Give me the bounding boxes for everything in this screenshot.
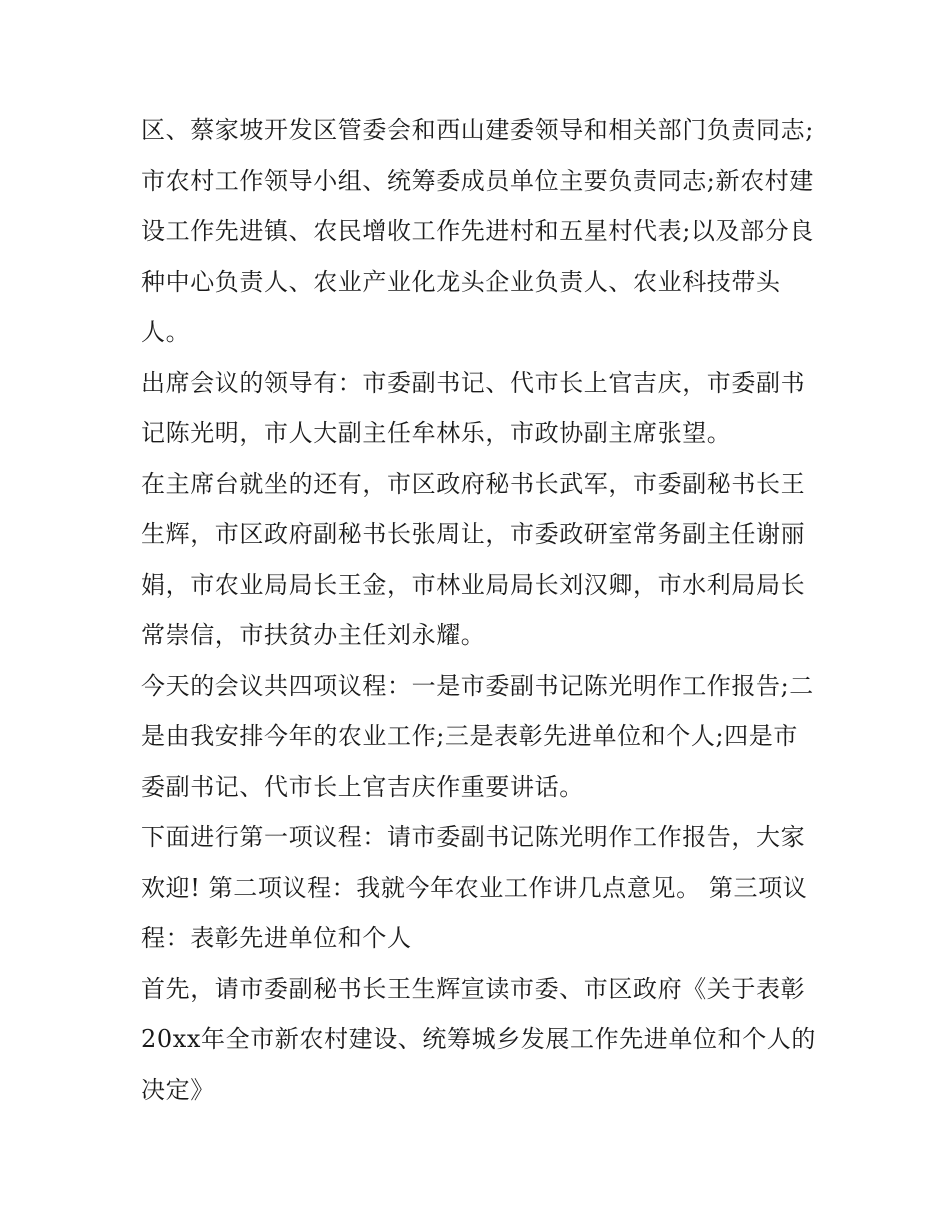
paragraph-first-item: 下面进行第一项议程：请市委副书记陈光明作工作报告，大家欢迎! 第二项议程：我就今年农业工作讲几点意见。 第三项议程：表彰先进单位和个人 <box>141 823 808 952</box>
paragraph-rostrum-seated: 在主席台就坐的还有，市区政府秘书长武军，市委副秘书长王生辉，市区政府副秘书长张周让，市委政研室常务副主任谢丽娟，市农业局局长王金，市林业局局长刘汉卿，市水利局局长常崇信，市扶贫办主任刘永耀。 <box>141 469 806 649</box>
paragraph-leaders-present: 出席会议的领导有：市委副书记、代市长上官吉庆，市委副书记陈光明，市人大副主任牟林乐，市政协副主席张望。 <box>141 368 806 447</box>
document-body <box>141 105 821 1115</box>
paragraph-attendees: 区、蔡家坡开发区管委会和西山建委领导和相关部门负责同志;市农村工作领导小组、统筹委成员单位主要负责同志;新农村建设工作先进镇、农民增收工作先进村和五星村代表;以及部分良种中心负责人、农业产业化龙头企业负责人、农业科技带头人。 <box>141 116 814 346</box>
paragraph-agenda: 今天的会议共四项议程：一是市委副书记陈光明作工作报告;二是由我安排今年的农业工作;三是表彰先进单位和个人;四是市委副书记、代市长上官吉庆作重要讲话。 <box>141 671 814 801</box>
paragraph-commendation: 首先，请市委副秘书长王生辉宣读市委、市区政府《关于表彰20xx年全市新农村建设、统筹城乡发展工作先进单位和个人的决定》 <box>141 974 817 1104</box>
